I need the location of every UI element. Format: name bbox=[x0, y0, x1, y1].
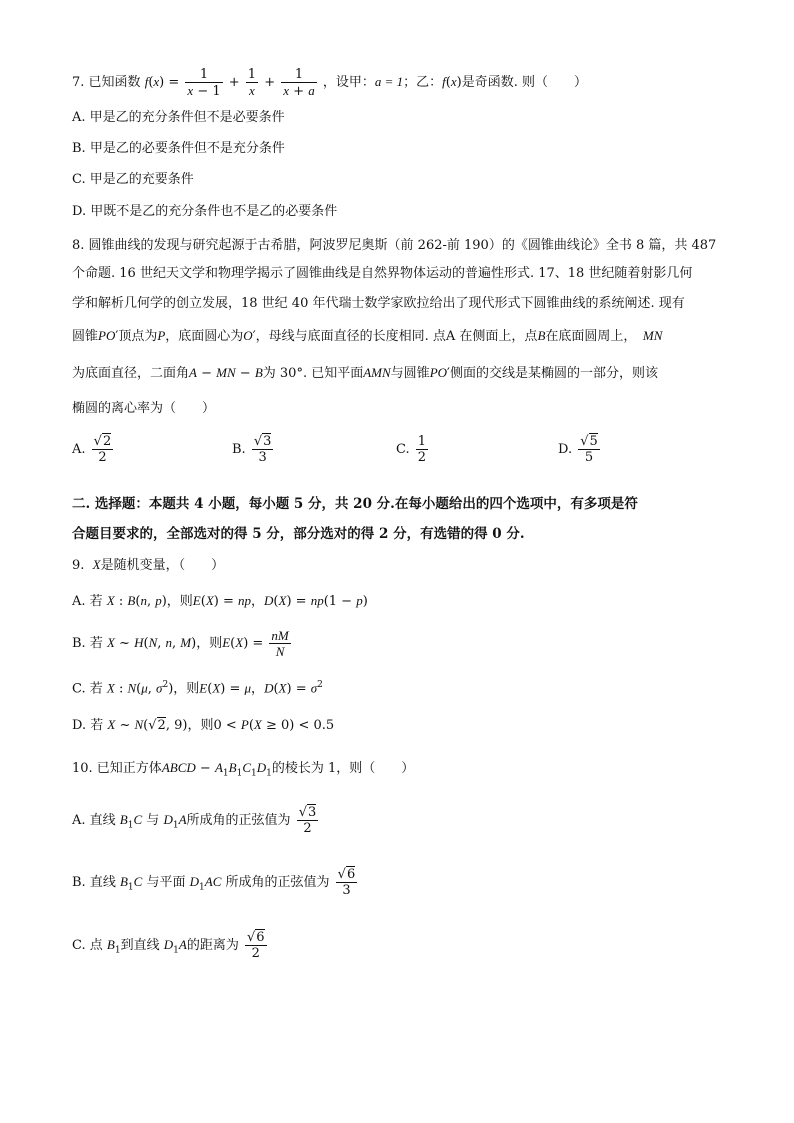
q8-option-b: B. $\frac{√3}{3}$ bbox=[232, 434, 272, 465]
q8-line-6: 椭圆的离心率为（ ） bbox=[72, 401, 216, 416]
q8-line-5: 为底面直径，二面角A − MN − B为 30°. 已知平面AMN与圆锥PO′侧面的交线是某椭圆的一部分，则该 bbox=[72, 365, 658, 381]
q9-option-a: A. 若 X : B(n, p)，则E(X) = np，D(X) = np(1 − p) bbox=[72, 593, 368, 609]
q10-stem: 10. 已知正方体ABCD − $A_1B_1C_1D_1$的棱长为 1，则（ ） bbox=[72, 760, 415, 779]
q8-option-a: A. $\frac{√2}{2}$ bbox=[72, 434, 112, 465]
q8-line-3: 学和解析几何学的创立发展，18 世纪 40 年代瑞士数学家欧拉给出了现代形式下圆锥曲线的系统阐述. 现有 bbox=[72, 296, 685, 311]
q7-frac-1: $\frac{1}{x - 1}$ bbox=[187, 66, 221, 99]
q7-option-b: B. 甲是乙的必要条件但不是充分条件 bbox=[72, 141, 285, 156]
q9-option-d: D. 若 X ~ N(√2, 9)，则0 < P(X ≥ 0) < 0.5 bbox=[72, 717, 335, 733]
q7-stem: 7. 已知函数 f(x) = $\frac{1}{x - 1}$ + $\frac{1}{x}$ + $\frac{1}{x + a}$ ，设甲：a = 1；乙：f(x)是奇函数. 则（ ） bbox=[72, 66, 587, 99]
q8-line-2: 个命题. 16 世纪天文学和物理学揭示了圆锥曲线是自然界物体运动的普遍性形式. 17、18 世纪随着射影几何 bbox=[72, 266, 693, 281]
q7-cond-a: a = 1 bbox=[374, 74, 404, 89]
q9-stem: 9. X是随机变量，（ ） bbox=[72, 557, 225, 573]
q8-options bbox=[72, 434, 732, 484]
q7-function: f bbox=[144, 74, 149, 89]
q7-stem-prefix: 7. 已知函数 bbox=[72, 75, 141, 90]
q7-stem-mid2: ；乙： bbox=[403, 75, 443, 90]
section2-line-2: 合题目要求的，全部选对的得 5 分，部分选对的得 2 分，有选错的得 0 分. bbox=[72, 526, 525, 542]
q9-option-b: B. 若 X ~ H(N, n, M)，则E(X) = $\frac{nM}{N}$ bbox=[72, 628, 289, 659]
q10-option-c: C. 点 $B_1$到直线 $D_1A$的距离为 $\frac{√6}{2}$ bbox=[72, 930, 265, 961]
q10-option-a: A. 直线 $B_1C$ 与 $D_1A$所成角的正弦值为 $\frac{√3}{2}$ bbox=[72, 805, 317, 836]
section2-line-1: 二. 选择题：本题共 4 小题，每小题 5 分，共 20 分.在每小题给出的四个选项中，有多项是符 bbox=[72, 496, 638, 512]
q8-option-d: D. $\frac{√5}{5}$ bbox=[558, 434, 598, 465]
q8-line-4: 圆锥PO′顶点为P，底面圆心为O′，母线与底面直径的长度相同. 点A 在侧面上，点B在底面圆周上， MN bbox=[72, 328, 663, 344]
q10-option-b: B. 直线 $B_1C$ 与平面 $D_1AC$ 所成角的正弦值为 $\frac{√6}{3}$ bbox=[72, 867, 356, 898]
q7-option-c: C. 甲是乙的充要条件 bbox=[72, 172, 194, 187]
q7-option-d: D. 甲既不是乙的充分条件也不是乙的必要条件 bbox=[72, 204, 338, 219]
q8-line-1: 8. 圆锥曲线的发现与研究起源于古希腊，阿波罗尼奥斯（前 262-前 190）的《圆锥曲线论》全书 8 篇，共 487 bbox=[72, 238, 717, 253]
q7-frac-3: $\frac{1}{x + a}$ bbox=[283, 66, 315, 99]
q7-stem-middle: ，设甲： bbox=[322, 75, 375, 90]
q8-option-c: C. $\frac{1}{2}$ bbox=[396, 434, 427, 465]
q7-option-a: A. 甲是乙的充分条件但不是必要条件 bbox=[72, 110, 285, 125]
q9-option-c: C. 若 X : N(μ, $\sigma^2$)，则E(X) = μ，$D(X) = \sigma^2$ bbox=[72, 680, 323, 697]
q7-frac-2: $\frac{1}{x}$ bbox=[247, 67, 257, 98]
q7-stem-end: 是奇函数. 则（ ） bbox=[461, 75, 587, 90]
